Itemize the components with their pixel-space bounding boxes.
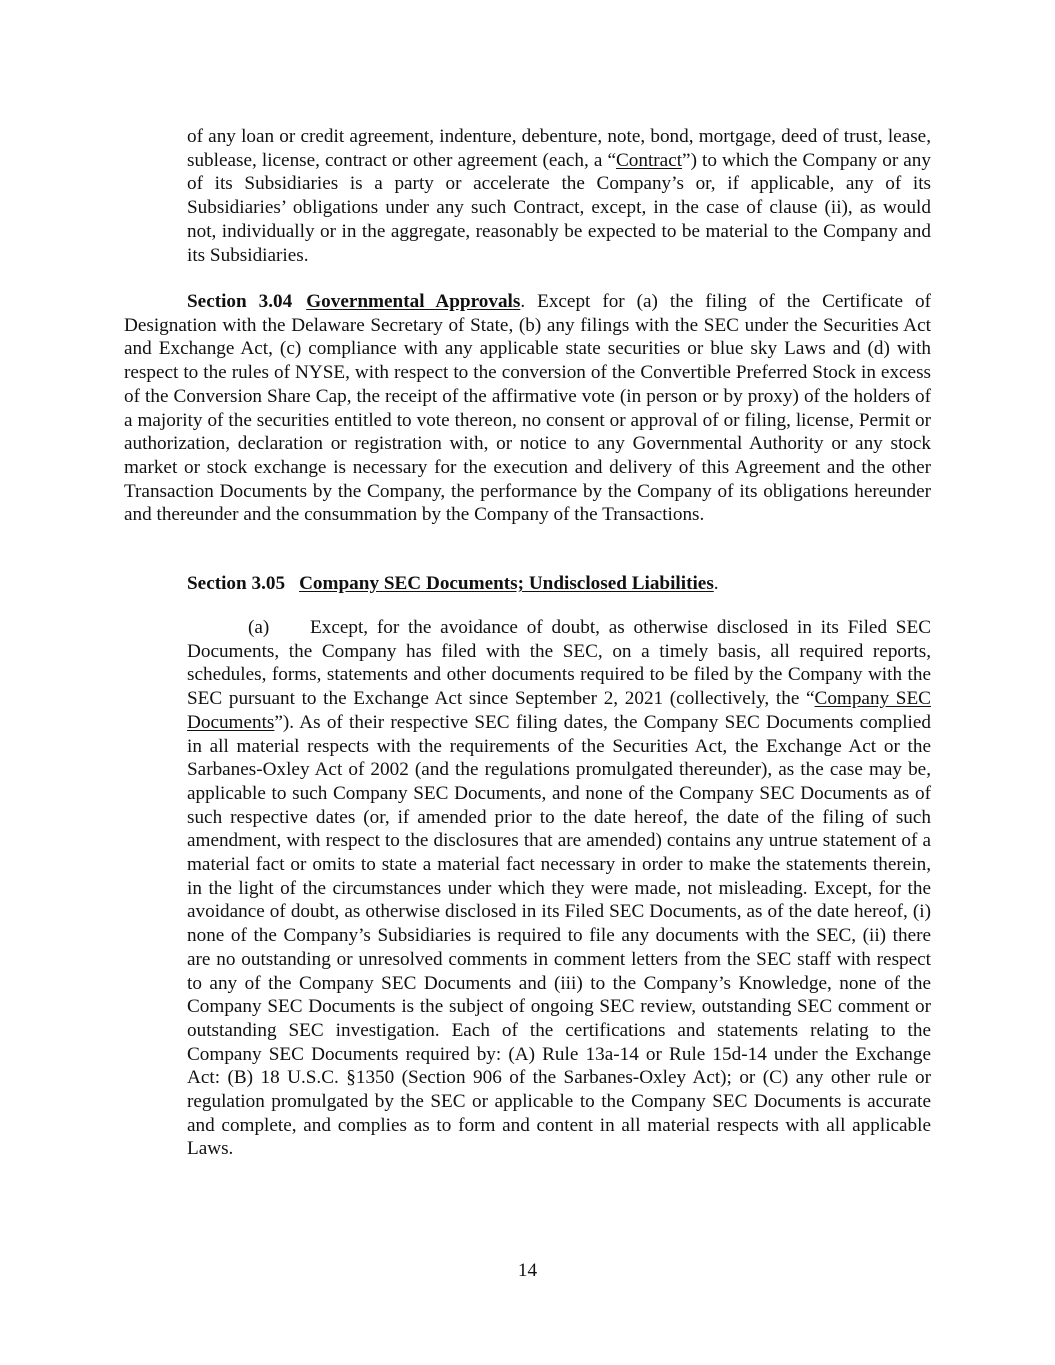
paragraph-text: of any loan or credit agreement, indenture, debenture, note, bond, mortgage, deed of trust, lease, sublease, license, contract or other agreement (each, a “ [187,126,931,171]
subsection-text: Except, for the avoidance of doubt, as otherwise disclosed in its Filed SEC Documents, the Company has filed with the SEC, on a timely basis, all required reports, schedules, forms, statements and other documents required to be filed by the Company with the SEC pursuant to the Exchange Act since September 2, 2021 (collectively, the “ [187,617,931,710]
section-title-suffix: . [520,291,526,312]
defined-term-contract: Contract [615,149,683,171]
section-number: Section 3.04 [187,291,293,312]
section-3-05-heading [187,572,931,596]
section-number: Section 3.05 [187,573,286,594]
section-title: Company SEC Documents; Undisclosed Liabilities [299,573,714,594]
paragraph-text: ”) to which the Company or any of its Subsidiaries is a party or accelerate the Company’s or, if applicable, any of its Subsidiaries’ obligations under any such Contract, except, in the case of clause (ii), as would not, individually or in the aggregate, reasonably be expected to be material to the Company and its Subsidiaries. [187,149,931,266]
subsection-a [187,616,931,1161]
subsection-label: (a) [248,617,270,638]
section-body: Except for (a) the filing of the Certificate of Designation with the Delaware Secretary of State, (b) any filings with the SEC under the Securities Act and Exchange Act, (c) compliance with any applicable state securities or blue sky Laws and (d) with respect to the rules of NYSE, with respect to the conversion of the Convertible Preferred Stock in excess of the Conversion Share Cap, the receipt of the affirmative vote (in person or by proxy) of the holders of a majority of the securities entitled to vote thereon, no consent or approval of or filing, license, Permit or authorization, declaration or registration with, or notice to any Governmental Authority or any stock market or stock exchange is necessary for the execution and delivery of this Agreement and the other Transaction Documents by the Company, the performance by the Company of its obligations hereunder and thereunder and the consummation by the Company of the Transactions. [124,291,931,526]
page-number: 14 [517,1260,538,1281]
section-title-suffix: . [713,573,719,594]
subsection-text: ”). As of their respective SEC filing dates, the Company SEC Documents complied in all material respects with the requirements of the Securities Act, the Exchange Act or the Sarbanes-Oxley Act of 2002 (and the regulations promulgated thereunder), as the case may be, applicable to such Company SEC Documents, and none of the Company SEC Documents as of such respective dates (or, if amended prior to the date hereof, the date of the filing of such amendment, with respect to the disclosures that are amended) contains any untrue statement of a material fact or omits to state a material fact necessary in order to make the statements therein, in the light of the circumstances under which they were made, not misleading. Except, for the avoidance of doubt, as otherwise disclosed in its Filed SEC Documents, as of the date hereof, (i) none of the Company’s Subsidiaries is required to file any documents with the SEC, (ii) there are no outstanding or unresolved comments in comment letters from the SEC staff with respect to any of the Company SEC Documents and (iii) to the Company’s Knowledge, none of the Company SEC Documents is the subject of ongoing SEC review, outstanding SEC comment or outstanding SEC investigation. Each of the certifications and statements relating to the Company SEC Documents required by: (A) Rule 13a-14 or Rule 15d-14 under the Exchange Act: (B) 18 U.S.C. §1350 (Section 906 of the Sarbanes-Oxley Act); or (C) any other rule or regulation promulgated by the SEC or applicable to the Company SEC Documents is accurate and complete, and complies as to form and content in all material respects with all applicable Laws. [187,711,931,1160]
section-title: Governmental Approvals [306,291,521,312]
defined-term-company-sec-documents: Company SEC Documents [187,688,931,733]
section-3-04 [124,290,931,527]
continuation-paragraph [187,125,931,267]
